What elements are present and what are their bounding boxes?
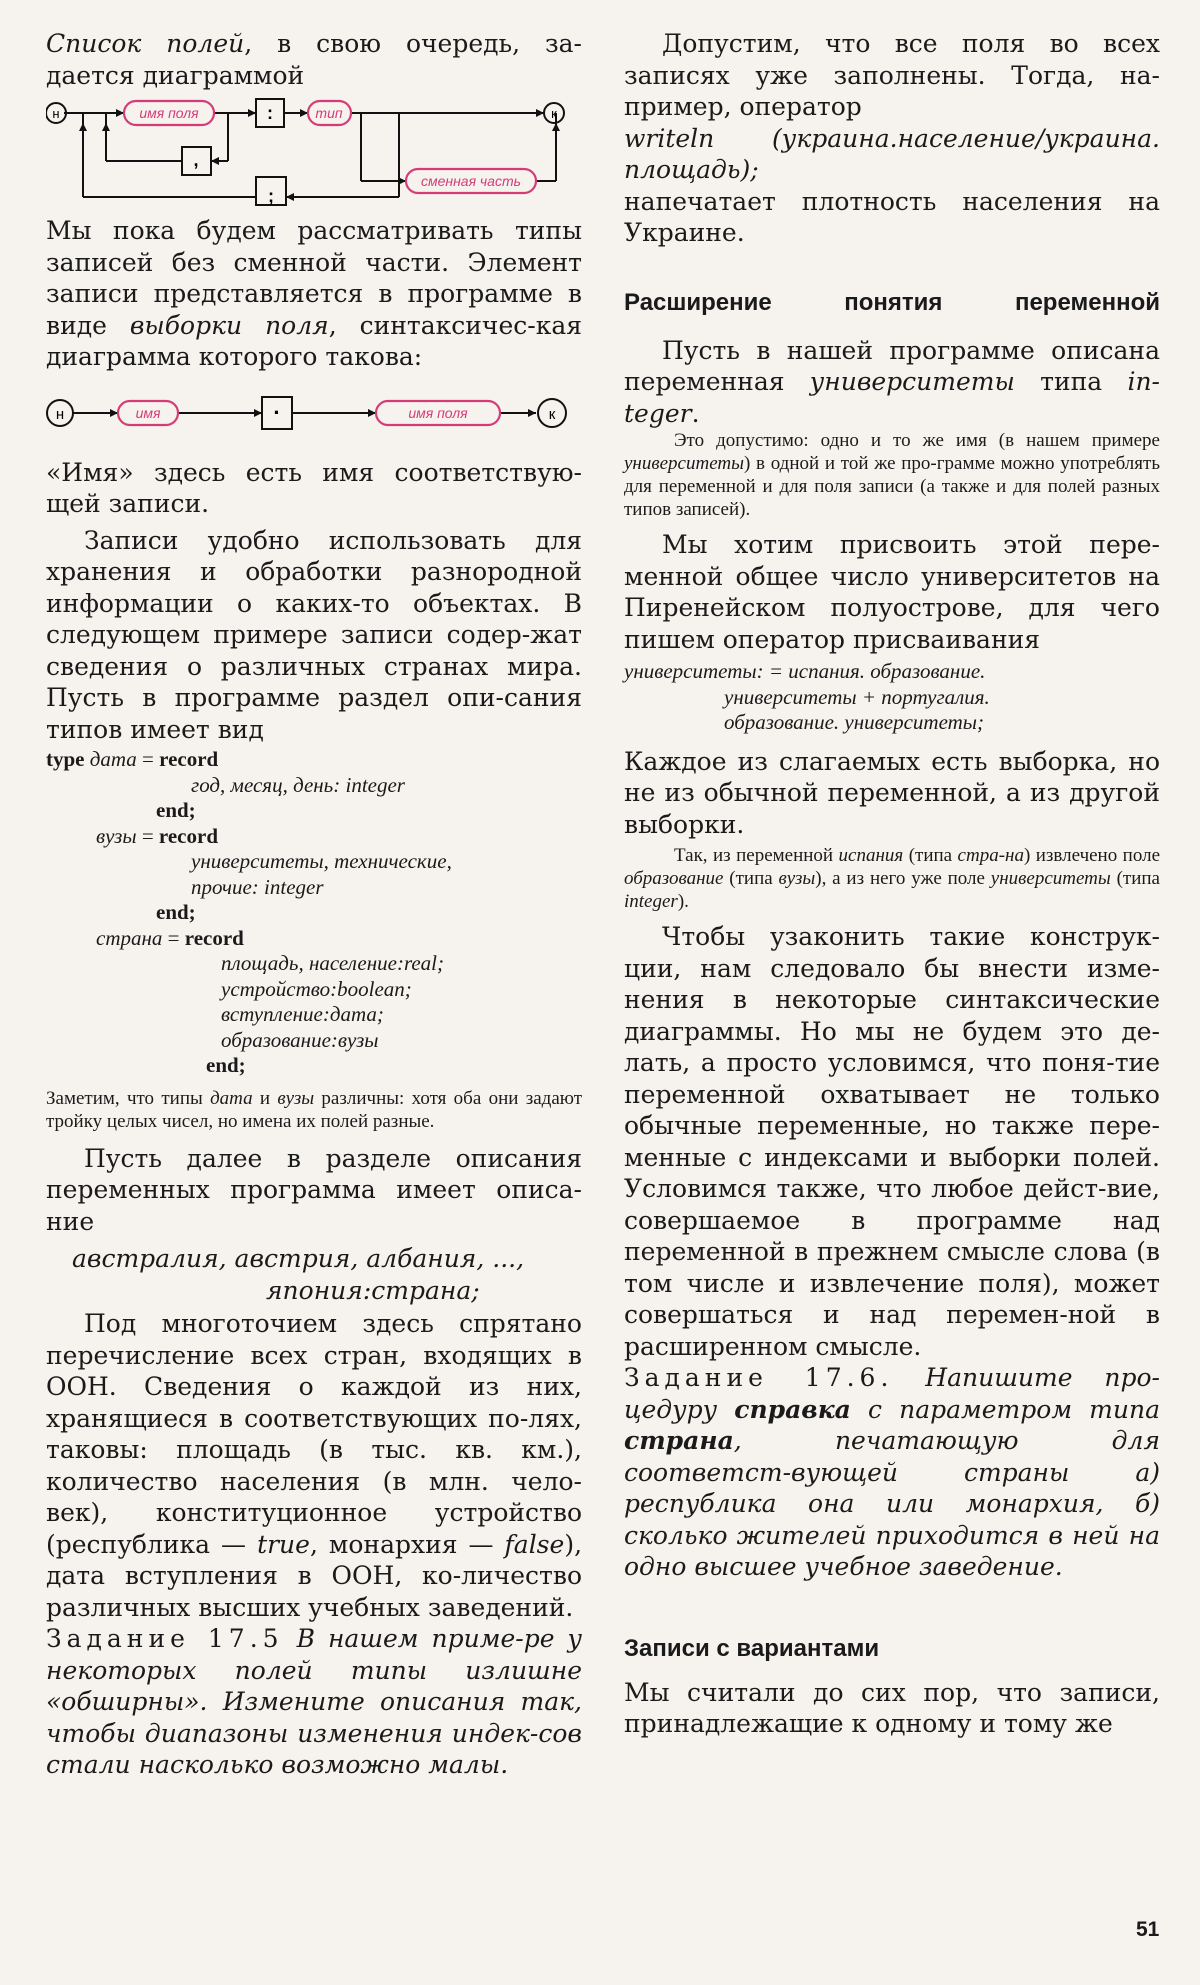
term: вузы	[277, 1087, 315, 1109]
code-line: площадь, население:real;	[221, 951, 445, 975]
code-line: год, месяц, день: integer	[191, 772, 405, 797]
intro-paragraph	[46, 28, 582, 91]
text-run: ) извлечено поле	[1023, 845, 1161, 866]
code-type-name: вузы	[96, 823, 137, 848]
term: университеты	[624, 453, 744, 474]
assign-intent-paragraph: Мы хотим присвоить этой пере-менной общее число университетов на Пиренейском полуострове, для чего пишем оператор присваивания	[624, 530, 1160, 654]
term: true	[257, 1529, 310, 1559]
code-type-name: страна	[96, 925, 163, 950]
text-run: , монархия —	[309, 1529, 505, 1559]
density-paragraph: напечатает плотность населения на Украине.	[624, 186, 1160, 247]
term-field-list: Список полей	[46, 29, 245, 58]
types-note	[46, 1087, 582, 1133]
text-run: различны: хотя оба они задают тройку целых чисел, но имена их полей разные.	[46, 1087, 582, 1132]
records-usage-paragraph: Записи удобно использовать для хранения и обработки разнородной информации о каких-то объектах. В следующем примере записи содер-жат сведения о различных странах мира. Пусть в программе раздел опи-сания типов имеет вид	[46, 525, 582, 744]
intro-text: , в свою очередь, за-дается диаграммой	[46, 29, 582, 90]
text-run: ).	[677, 891, 689, 912]
task-text: с параметром типа	[850, 1394, 1160, 1424]
heading-word: Расширение	[624, 288, 772, 316]
start-node-label: н	[52, 106, 60, 121]
text-run: ), а из него уже поле	[815, 868, 991, 889]
code-keyword: type	[46, 747, 85, 771]
text-run: , синтаксичес-кая диаграмма которого такова:	[46, 310, 583, 371]
code-keyword: record	[159, 747, 219, 771]
text-run: и	[252, 1087, 278, 1109]
dot-node-label: ·	[273, 399, 281, 425]
variant-part-node-label: сменная часть	[420, 173, 522, 189]
type-declaration-code	[46, 747, 582, 1079]
text-run: типа	[1014, 367, 1128, 396]
section-heading-variant-records: Записи с вариантами	[624, 1634, 880, 1662]
term: integer	[624, 891, 678, 912]
text-run: ) в одной и той же про-грамме можно употреблять для переменной и для поля записи (а также и для полей разных типов записей).	[624, 453, 1160, 520]
code-operator: =	[136, 747, 160, 771]
text-run: ), дата вступления в ООН, ко-личество различных высших учебных заведений.	[46, 1529, 583, 1622]
section-heading-variable-extension	[624, 289, 1160, 317]
task-17-5	[46, 1623, 582, 1781]
code-line: образование. университеты;	[724, 710, 984, 734]
code-line: end;	[206, 1053, 246, 1077]
page-number: 51	[1136, 1918, 1160, 1941]
task-label: Задание 17.6.	[624, 1363, 894, 1392]
legalize-constructions-paragraph: Чтобы узаконить такие конструк-ции, нам следовало бы внести изме-нения в некоторые синтаксические диаграммы. Но мы не будем это де-лать, а просто условимся, что поня-тие переменной охватывает не только обычные переменные, но также пере-менные с индексами и выборки полей. Условимся также, что любое дейст-вие, совершаемое в программе над переменной в прежнем смысле слова (в том числе и извлечение поля), может совершаться и над перемен-ной в расширенном смысле.	[624, 922, 1160, 1361]
field-name-node-label: имя поля	[408, 404, 468, 421]
name-explanation: «Имя» здесь есть имя соответствую-щей записи.	[46, 457, 582, 518]
same-name-note	[624, 429, 1160, 521]
text-run: .	[691, 398, 700, 428]
variable-declaration	[46, 1243, 582, 1306]
end-node-label: к	[548, 405, 556, 423]
task-17-6	[624, 1362, 1160, 1583]
paragraph-without-variant	[46, 215, 582, 373]
term: испания	[838, 845, 904, 866]
writeln-operator: writeln (украина.население/украина. площадь);	[624, 123, 1160, 184]
code-line: образование:вузы	[221, 1027, 379, 1052]
field-selection-syntax-diagram	[46, 383, 582, 443]
text-run: Под многоточием здесь спрятано перечисление всех стран, входящих в ООН. Сведения о каждой из них, хранящиеся в соответствующих по-лях, таковы: площадь (в тыс. кв. км.), количество населения (в млн. чело-век), конституционное устройство (республика —	[46, 1309, 582, 1559]
code-line: end;	[156, 900, 196, 924]
code-line: вступление:дата;	[221, 1002, 384, 1026]
task-text: Напишите про-цедуру	[624, 1363, 1160, 1424]
type-name: страна	[624, 1426, 734, 1455]
field-name-node-label: имя поля	[139, 105, 199, 121]
term: образование	[624, 868, 724, 889]
code-line: университеты: = испания. образование.	[624, 659, 986, 683]
term: in-teger	[624, 367, 1160, 428]
code-line: университеты + португалия.	[724, 684, 990, 709]
name-node-label: имя	[135, 404, 161, 421]
procedure-name: справка	[734, 1394, 851, 1424]
assignment-code	[624, 659, 1160, 736]
declaration-line: япония:страна;	[266, 1275, 480, 1305]
code-keyword: record	[158, 823, 219, 848]
extraction-note	[624, 844, 1160, 913]
variant-records-paragraph: Мы считали до сих пор, что записи, принадлежащие к одному и тому же	[624, 1677, 1160, 1738]
right-column	[624, 28, 1160, 1740]
variables-paragraph: Пусть далее в разделе описания переменных программа имеет описа-ние	[46, 1143, 582, 1236]
countries-paragraph	[46, 1308, 582, 1623]
summand-paragraph: Каждое из слагаемых есть выборка, но не из обычной переменной, а из другой выборки.	[624, 746, 1160, 839]
semicolon-node-label: ;	[268, 186, 274, 206]
term: университеты	[990, 868, 1111, 889]
heading-word: переменной	[1014, 288, 1160, 316]
declaration-line: австралия, австрия, албания, ...,	[72, 1244, 525, 1273]
term: университеты	[809, 367, 1015, 396]
task-text: , печатающую для соответст-вующей страны а) республика она или монархия, б) сколько жителей приходится в ней на одно высшее учебное заведение.	[624, 1426, 1160, 1581]
text-run: (типа	[723, 868, 779, 889]
code-line: устройство:boolean;	[221, 976, 412, 1001]
comma-node-label: ,	[193, 150, 199, 170]
code-line: университеты, технические,	[191, 849, 452, 873]
term-field-selection: выборки поля	[129, 310, 329, 340]
type-node-label: тип	[315, 105, 343, 121]
code-type-name: дата	[84, 747, 137, 771]
code-operator: =	[136, 823, 159, 848]
assume-filled-paragraph: Допустим, что все поля во всех записях уже заполнены. Тогда, на-пример, оператор	[624, 29, 1160, 121]
text-run: (типа	[903, 845, 958, 866]
term: false	[504, 1529, 565, 1559]
code-line: прочие: integer	[191, 874, 324, 899]
code-operator: =	[162, 925, 185, 950]
field-list-syntax-diagram	[46, 91, 582, 209]
end-node-label: к	[551, 106, 557, 121]
term: стра-на	[957, 845, 1024, 866]
text-run: (типа	[1110, 868, 1160, 889]
text-run: Пусть в нашей программе описана переменная	[624, 335, 1160, 396]
text-run: Так, из переменной	[674, 845, 839, 866]
colon-node-label: :	[267, 103, 273, 123]
heading-word: понятия	[844, 288, 943, 316]
task-text: В нашем приме-ре у некоторых полей типы излишне «обширны». Измените описания так, чтобы диапазоны изменения индек-сов стали насколько возможно малы.	[46, 1624, 583, 1779]
text-run: Заметим, что типы	[46, 1087, 211, 1109]
code-keyword: record	[184, 925, 244, 950]
term: дата	[210, 1087, 253, 1109]
universities-variable-paragraph	[624, 335, 1160, 430]
task-label: Задание 17.5	[46, 1624, 284, 1653]
term: вузы	[778, 868, 816, 889]
start-node-label: н	[55, 405, 65, 423]
code-line: end;	[156, 798, 196, 822]
text-run: Мы пока будем рассматривать типы записей без сменной части. Элемент записи представляется в программе в виде	[46, 216, 582, 340]
text-run: Это допустимо: одно и то же имя (в нашем примере	[674, 430, 1160, 451]
left-column	[46, 28, 582, 1781]
